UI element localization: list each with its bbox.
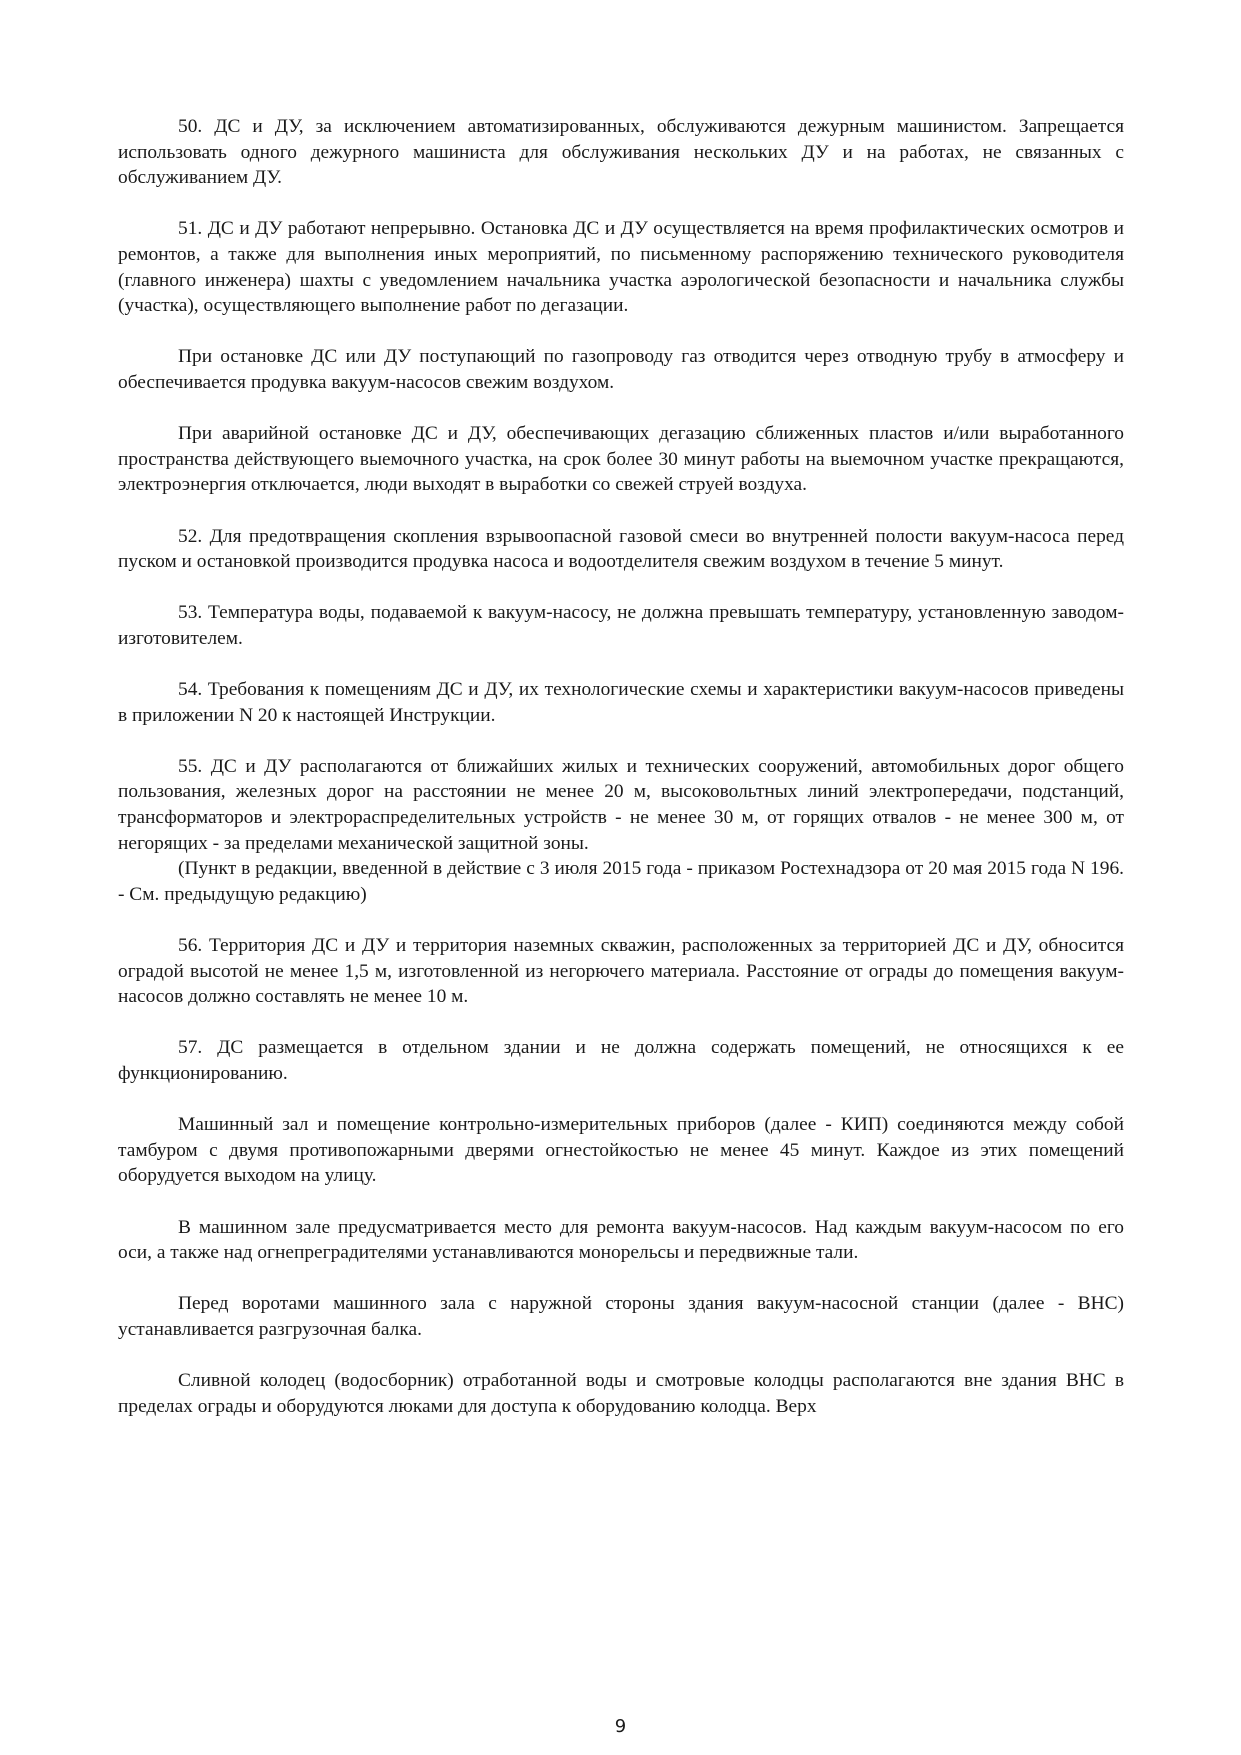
paragraph-51: 51. ДС и ДУ работают непрерывно. Остановка ДС и ДУ осуществляется на время профилактических осмотров и ремонтов, а также для выполнения иных мероприятий, по письменному распоряжению технического руководителя (главного инженера) шахты с уведомлением начальника участка аэрологической безопасности и начальника службы (участка), осуществляющего выполнение работ по дегазации. <box>118 218 1124 317</box>
paragraph-repair-area: В машинном зале предусматривается место для ремонта вакуум-насосов. Над каждым вакуум-насосом по его оси, а также над огнепреградителями устанавливаются монорельсы и передвижные тали. <box>118 1216 1124 1264</box>
paragraph-57: 57. ДС размещается в отдельном здании и не должна содержать помещений, не относящихся к ее функционированию. <box>118 1037 1124 1084</box>
page-number: 9 <box>614 1716 627 1737</box>
paragraph-machine-hall-kip: Машинный зал и помещение контрольно-измерительных приборов (далее - КИП) соединяются между собой тамбуром с двумя противопожарными дверями огнестойкостью не менее 45 минут. Каждое из этих помещений оборудуется выходом на улицу. <box>118 1114 1124 1187</box>
paragraph-unloading-beam: Перед воротами машинного зала с наружной стороны здания вакуум-насосной станции (далее - ВНС) устанавливается разгрузочная балка. <box>118 1293 1124 1340</box>
paragraph-54: 54. Требования к помещениям ДС и ДУ, их технологические схемы и характеристики вакуум-насосов приведены в приложении N 20 к настоящей Инструкции. <box>118 679 1124 726</box>
paragraph-55-amendment-note: (Пункт в редакции, введенной в действие с 3 июля 2015 года - приказом Ростехнадзора от 20 мая 2015 года N 196. - См. предыдущую редакцию) <box>118 858 1124 905</box>
paragraph-56: 56. Территория ДС и ДУ и территория наземных скважин, расположенных за территорией ДС и ДУ, обносится оградой высотой не менее 1,5 м, изготовленной из негорючего материала. Расстояние от ограды до помещения вакуум-насосов должно составлять не менее 10 м. <box>118 935 1124 1008</box>
page-body <box>118 114 1124 1419</box>
paragraph-drain-well: Сливной колодец (водосборник) отработанной воды и смотровые колодцы располагаются вне здания ВНС в пределах ограды и оборудуются люками для доступа к оборудованию колодца. Верх <box>118 1370 1124 1417</box>
paragraph-53: 53. Температура воды, подаваемой к вакуум-насосу, не должна превышать температуру, установленную заводом-изготовителем. <box>118 602 1124 649</box>
paragraph-emergency-stop: При аварийной остановке ДС и ДУ, обеспечивающих дегазацию сближенных пластов и/или выработанного пространства действующего выемочного участка, на срок более 30 минут работы на выемочном участке прекращаются, электроэнергия отключается, люди выходят в выработки со свежей струей воздуха. <box>118 423 1124 496</box>
paragraph-stop-gas-venting: При остановке ДС или ДУ поступающий по газопроводу газ отводится через отводную трубу в атмосферу и обеспечивается продувка вакуум-насосов свежим воздухом. <box>118 346 1124 393</box>
paragraph-55: 55. ДС и ДУ располагаются от ближайших жилых и технических сооружений, автомобильных дорог общего пользования, железных дорог на расстоянии не менее 20 м, высоковольтных линий электропередачи, подстанций, трансформаторов и электрораспределительных устройств - не менее 30 м, от горящих отвалов - не менее 300 м, от негорящих - за пределами механической защитной зоны. <box>118 755 1124 854</box>
paragraph-52: 52. Для предотвращения скопления взрывоопасной газовой смеси во внутренней полости вакуум-насоса перед пуском и остановкой производится продувка насоса и водоотделителя свежим воздухом в течение 5 минут. <box>118 525 1124 573</box>
paragraph-50: 50. ДС и ДУ, за исключением автоматизированных, обслуживаются дежурным машинистом. Запрещается использовать одного дежурного машиниста для обслуживания нескольких ДУ и на работах, не связанных с обслуживанием ДУ. <box>118 116 1124 189</box>
